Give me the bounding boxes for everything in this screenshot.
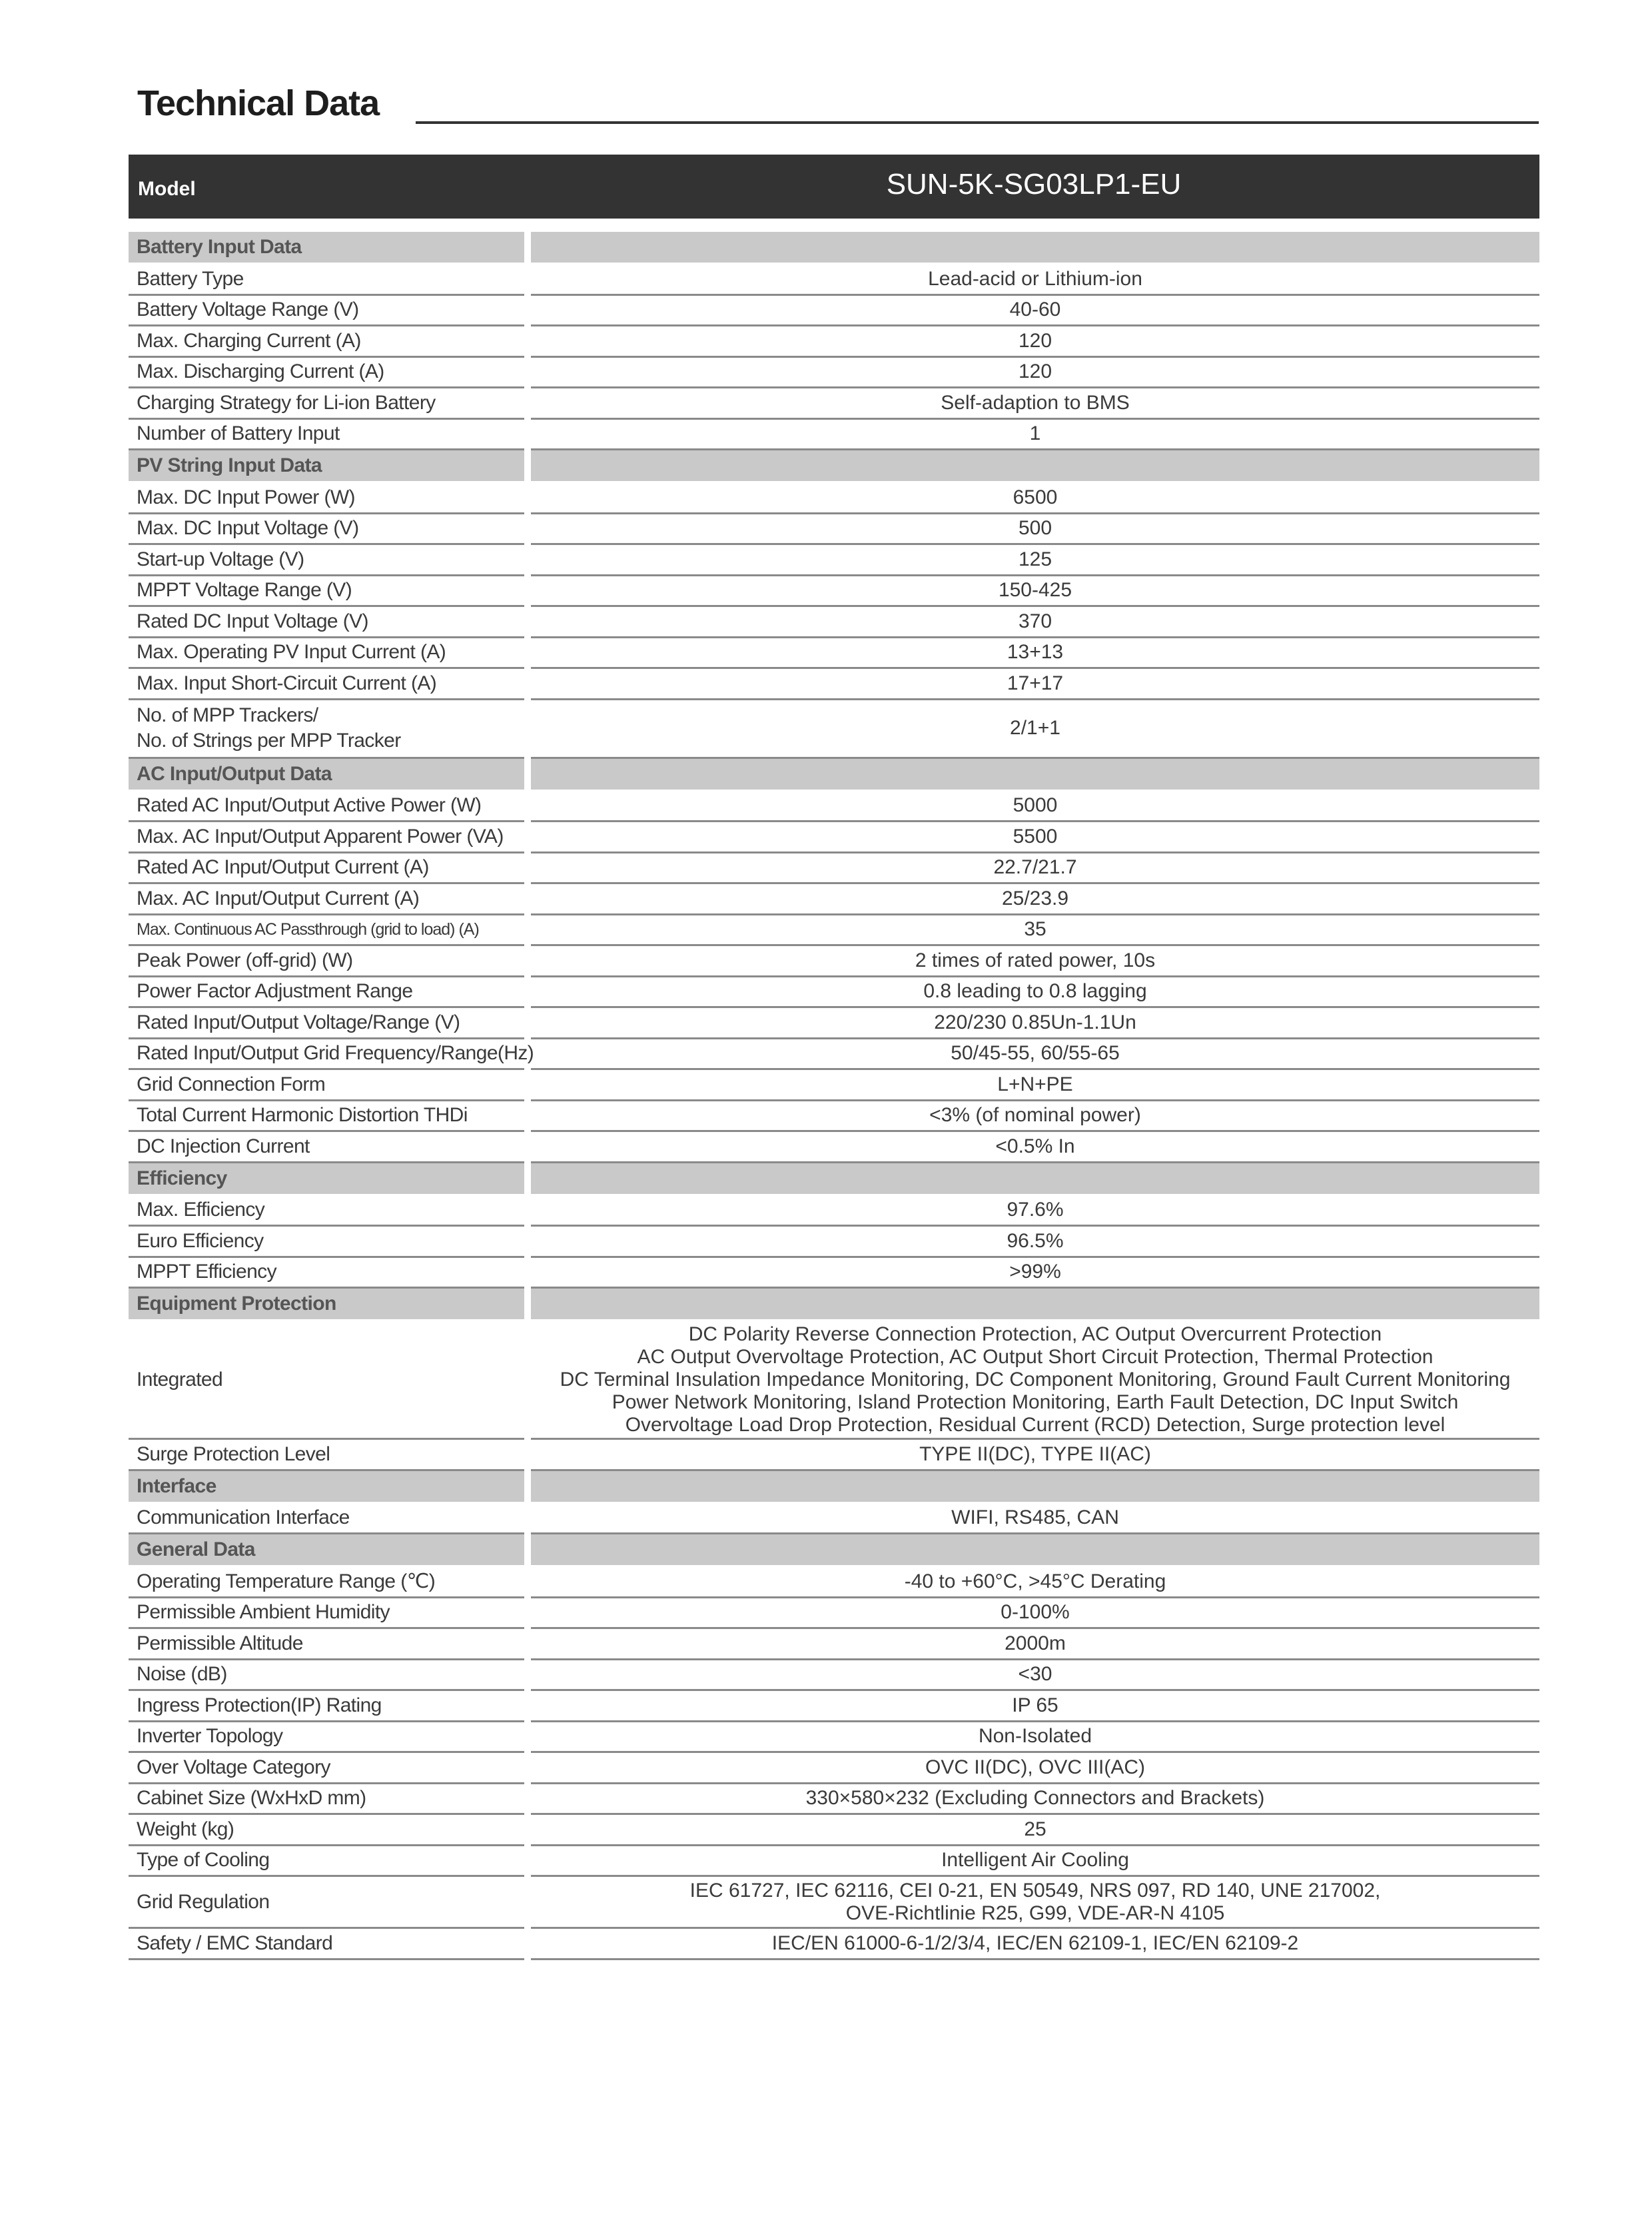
spec-value: 1	[531, 420, 1539, 451]
spec-row	[129, 638, 1539, 670]
spec-value: 40-60	[531, 296, 1539, 327]
section-header-fill	[531, 1471, 1539, 1502]
spec-value: 5500	[531, 822, 1539, 853]
spec-label: Noise (dB)	[129, 1660, 524, 1692]
spec-label: Type of Cooling	[129, 1846, 524, 1878]
section-title: PV String Input Data	[129, 450, 524, 481]
spec-value: Lead-acid or Lithium-ion	[531, 265, 1539, 296]
spec-label: Max. Input Short-Circuit Current (A)	[129, 669, 524, 700]
spec-label: Max. Efficiency	[129, 1196, 524, 1227]
spec-value: 13+13	[531, 638, 1539, 670]
spec-label: Euro Efficiency	[129, 1227, 524, 1258]
spec-value: 97.6%	[531, 1196, 1539, 1227]
spec-row	[129, 1929, 1539, 1960]
page-header	[137, 80, 1539, 133]
section-title: AC Input/Output Data	[129, 759, 524, 790]
spec-row	[129, 1196, 1539, 1227]
spec-value: 22.7/21.7	[531, 853, 1539, 885]
spec-label: Peak Power (off-grid) (W)	[129, 946, 524, 977]
spec-row	[129, 1227, 1539, 1258]
spec-label: Surge Protection Level	[129, 1440, 524, 1471]
spec-value: <30	[531, 1660, 1539, 1692]
spec-row	[129, 1877, 1539, 1929]
spec-value: IEC 61727, IEC 62116, CEI 0-21, EN 50549, NRS 097, RD 140, UNE 217002, OVE-Richtlinie R25, G99, VDE-AR-N 4105	[531, 1877, 1539, 1929]
spec-label: Over Voltage Category	[129, 1753, 524, 1784]
spec-label: Grid Connection Form	[129, 1070, 524, 1101]
page-title: Technical Data	[137, 83, 380, 123]
spec-row	[129, 822, 1539, 853]
spec-row	[129, 296, 1539, 327]
spec-value: IEC/EN 61000-6-1/2/3/4, IEC/EN 62109-1, IEC/EN 62109-2	[531, 1929, 1539, 1960]
spec-label: Integrated	[129, 1321, 524, 1440]
spec-value: 25	[531, 1815, 1539, 1846]
spec-value: 150-425	[531, 576, 1539, 608]
spec-row	[129, 1440, 1539, 1471]
spec-row	[129, 358, 1539, 389]
section-header-fill	[531, 232, 1539, 263]
spec-row	[129, 545, 1539, 576]
spec-value: 5000	[531, 792, 1539, 823]
section-header	[129, 232, 1539, 263]
spec-row	[129, 1598, 1539, 1630]
spec-value: WIFI, RS485, CAN	[531, 1504, 1539, 1535]
spec-row	[129, 1567, 1539, 1598]
spec-label: Inverter Topology	[129, 1722, 524, 1754]
spec-label: Max. AC Input/Output Apparent Power (VA)	[129, 822, 524, 853]
section-header-fill	[531, 1534, 1539, 1565]
spec-value: <0.5% In	[531, 1132, 1539, 1163]
model-label: Model	[138, 178, 196, 200]
spec-label: Grid Regulation	[129, 1877, 524, 1929]
spec-value: L+N+PE	[531, 1070, 1539, 1101]
spec-value: 2 times of rated power, 10s	[531, 946, 1539, 977]
spec-value: >99%	[531, 1258, 1539, 1289]
section-title: Battery Input Data	[129, 232, 524, 263]
spec-value: 0.8 leading to 0.8 lagging	[531, 977, 1539, 1009]
spec-row	[129, 1629, 1539, 1660]
spec-row	[129, 792, 1539, 823]
spec-value: 6500	[531, 483, 1539, 514]
spec-value: 500	[531, 514, 1539, 546]
spec-label: Power Factor Adjustment Range	[129, 977, 524, 1009]
spec-label: Max. Charging Current (A)	[129, 326, 524, 358]
spec-value: 120	[531, 358, 1539, 389]
spec-label: Permissible Ambient Humidity	[129, 1598, 524, 1630]
spec-label: Total Current Harmonic Distortion THDi	[129, 1101, 524, 1133]
spec-value: 220/230 0.85Un-1.1Un	[531, 1008, 1539, 1039]
spec-row	[129, 514, 1539, 546]
spec-label: No. of MPP Trackers/ No. of Strings per MPP Tracker	[129, 700, 524, 759]
spec-row	[129, 1753, 1539, 1784]
section-header-fill	[531, 759, 1539, 790]
title-underline	[416, 121, 1539, 124]
spec-label: Max. Discharging Current (A)	[129, 358, 524, 389]
spec-value: 370	[531, 607, 1539, 638]
spec-label: Safety / EMC Standard	[129, 1929, 524, 1960]
spec-row	[129, 326, 1539, 358]
spec-label: Battery Voltage Range (V)	[129, 296, 524, 327]
spec-row	[129, 1660, 1539, 1692]
section-header-fill	[531, 450, 1539, 481]
spec-label: MPPT Efficiency	[129, 1258, 524, 1289]
spec-label: Weight (kg)	[129, 1815, 524, 1846]
section-header	[129, 1289, 1539, 1319]
spec-label: Rated AC Input/Output Active Power (W)	[129, 792, 524, 823]
spec-value: 2/1+1	[531, 700, 1539, 759]
spec-label: Charging Strategy for Li-ion Battery	[129, 388, 524, 420]
spec-value: 120	[531, 326, 1539, 358]
spec-value: <3% (of nominal power)	[531, 1101, 1539, 1133]
section-header-fill	[531, 1163, 1539, 1194]
spec-row	[129, 576, 1539, 608]
spec-value: 96.5%	[531, 1227, 1539, 1258]
spec-row	[129, 1132, 1539, 1163]
spec-row	[129, 700, 1539, 759]
spec-row	[129, 915, 1539, 947]
spec-row	[129, 1321, 1539, 1440]
spec-row	[129, 884, 1539, 915]
section-header	[129, 1534, 1539, 1565]
spec-label: Cabinet Size (WxHxD mm)	[129, 1784, 524, 1816]
spec-row	[129, 1691, 1539, 1722]
section-title: General Data	[129, 1534, 524, 1565]
spec-value: 330×580×232 (Excluding Connectors and Brackets)	[531, 1784, 1539, 1816]
spec-row	[129, 1784, 1539, 1816]
spec-label: DC Injection Current	[129, 1132, 524, 1163]
spec-row	[129, 388, 1539, 420]
spec-row	[129, 1722, 1539, 1754]
spec-row	[129, 1846, 1539, 1878]
section-title: Equipment Protection	[129, 1289, 524, 1319]
spec-row	[129, 946, 1539, 977]
spec-row	[129, 607, 1539, 638]
spec-label: Max. DC Input Voltage (V)	[129, 514, 524, 546]
spec-row	[129, 483, 1539, 514]
spec-row	[129, 1815, 1539, 1846]
section-title: Efficiency	[129, 1163, 524, 1194]
spec-row	[129, 1008, 1539, 1039]
spec-value: OVC II(DC), OVC III(AC)	[531, 1753, 1539, 1784]
model-name: SUN-5K-SG03LP1-EU	[886, 168, 1182, 201]
section-header	[129, 1163, 1539, 1194]
spec-value: 17+17	[531, 669, 1539, 700]
spec-label: Rated Input/Output Voltage/Range (V)	[129, 1008, 524, 1039]
spec-value: Intelligent Air Cooling	[531, 1846, 1539, 1878]
spec-row	[129, 1070, 1539, 1101]
spec-row	[129, 1504, 1539, 1535]
spec-label: Rated DC Input Voltage (V)	[129, 607, 524, 638]
spec-table	[129, 232, 1539, 1960]
spec-value: IP 65	[531, 1691, 1539, 1722]
spec-row	[129, 1101, 1539, 1133]
spec-value: 0-100%	[531, 1598, 1539, 1630]
spec-label: Operating Temperature Range (℃)	[129, 1567, 524, 1598]
spec-label: Ingress Protection(IP) Rating	[129, 1691, 524, 1722]
section-header-fill	[531, 1289, 1539, 1319]
spec-label: Communication Interface	[129, 1504, 524, 1535]
spec-value: 2000m	[531, 1629, 1539, 1660]
spec-value: 50/45-55, 60/55-65	[531, 1039, 1539, 1071]
spec-label: Battery Type	[129, 265, 524, 296]
spec-value: DC Polarity Reverse Connection Protection, AC Output Overcurrent Protection AC Output Overvoltage Protection, AC Output Short Circuit Protection, Thermal Protection DC Terminal Insulation Impedance Monitoring, DC Component Monitoring, Ground Fault Current Monitoring Power Network Monitoring, Island Protection Monitoring, Earth Fault Detection, DC Input Switch Overvoltage Load Drop Protection, Residual Current (RCD) Detection, Surge protection level	[531, 1321, 1539, 1440]
spec-row	[129, 669, 1539, 700]
section-title: Interface	[129, 1471, 524, 1502]
spec-label: Start-up Voltage (V)	[129, 545, 524, 576]
spec-label: Max. AC Input/Output Current (A)	[129, 884, 524, 915]
spec-row	[129, 1039, 1539, 1071]
spec-value: 35	[531, 915, 1539, 947]
spec-row	[129, 420, 1539, 451]
spec-row	[129, 265, 1539, 296]
section-header	[129, 759, 1539, 790]
spec-label: Rated Input/Output Grid Frequency/Range(Hz)	[129, 1039, 524, 1071]
spec-label: Rated AC Input/Output Current (A)	[129, 853, 524, 885]
spec-row	[129, 1258, 1539, 1289]
spec-value: Non-Isolated	[531, 1722, 1539, 1754]
section-header	[129, 450, 1539, 481]
spec-label: Max. Operating PV Input Current (A)	[129, 638, 524, 670]
spec-label: Number of Battery Input	[129, 420, 524, 451]
spec-value: -40 to +60°C, >45°C Derating	[531, 1567, 1539, 1598]
spec-row	[129, 977, 1539, 1009]
spec-label: MPPT Voltage Range (V)	[129, 576, 524, 608]
spec-value: 25/23.9	[531, 884, 1539, 915]
spec-label: Max. Continuous AC Passthrough (grid to load) (A)	[129, 915, 524, 947]
section-header	[129, 1471, 1539, 1502]
spec-value: 125	[531, 545, 1539, 576]
spec-label: Permissible Altitude	[129, 1629, 524, 1660]
spec-value: TYPE II(DC), TYPE II(AC)	[531, 1440, 1539, 1471]
spec-row	[129, 853, 1539, 885]
spec-label: Max. DC Input Power (W)	[129, 483, 524, 514]
spec-value: Self-adaption to BMS	[531, 388, 1539, 420]
model-header-bar	[129, 155, 1539, 219]
